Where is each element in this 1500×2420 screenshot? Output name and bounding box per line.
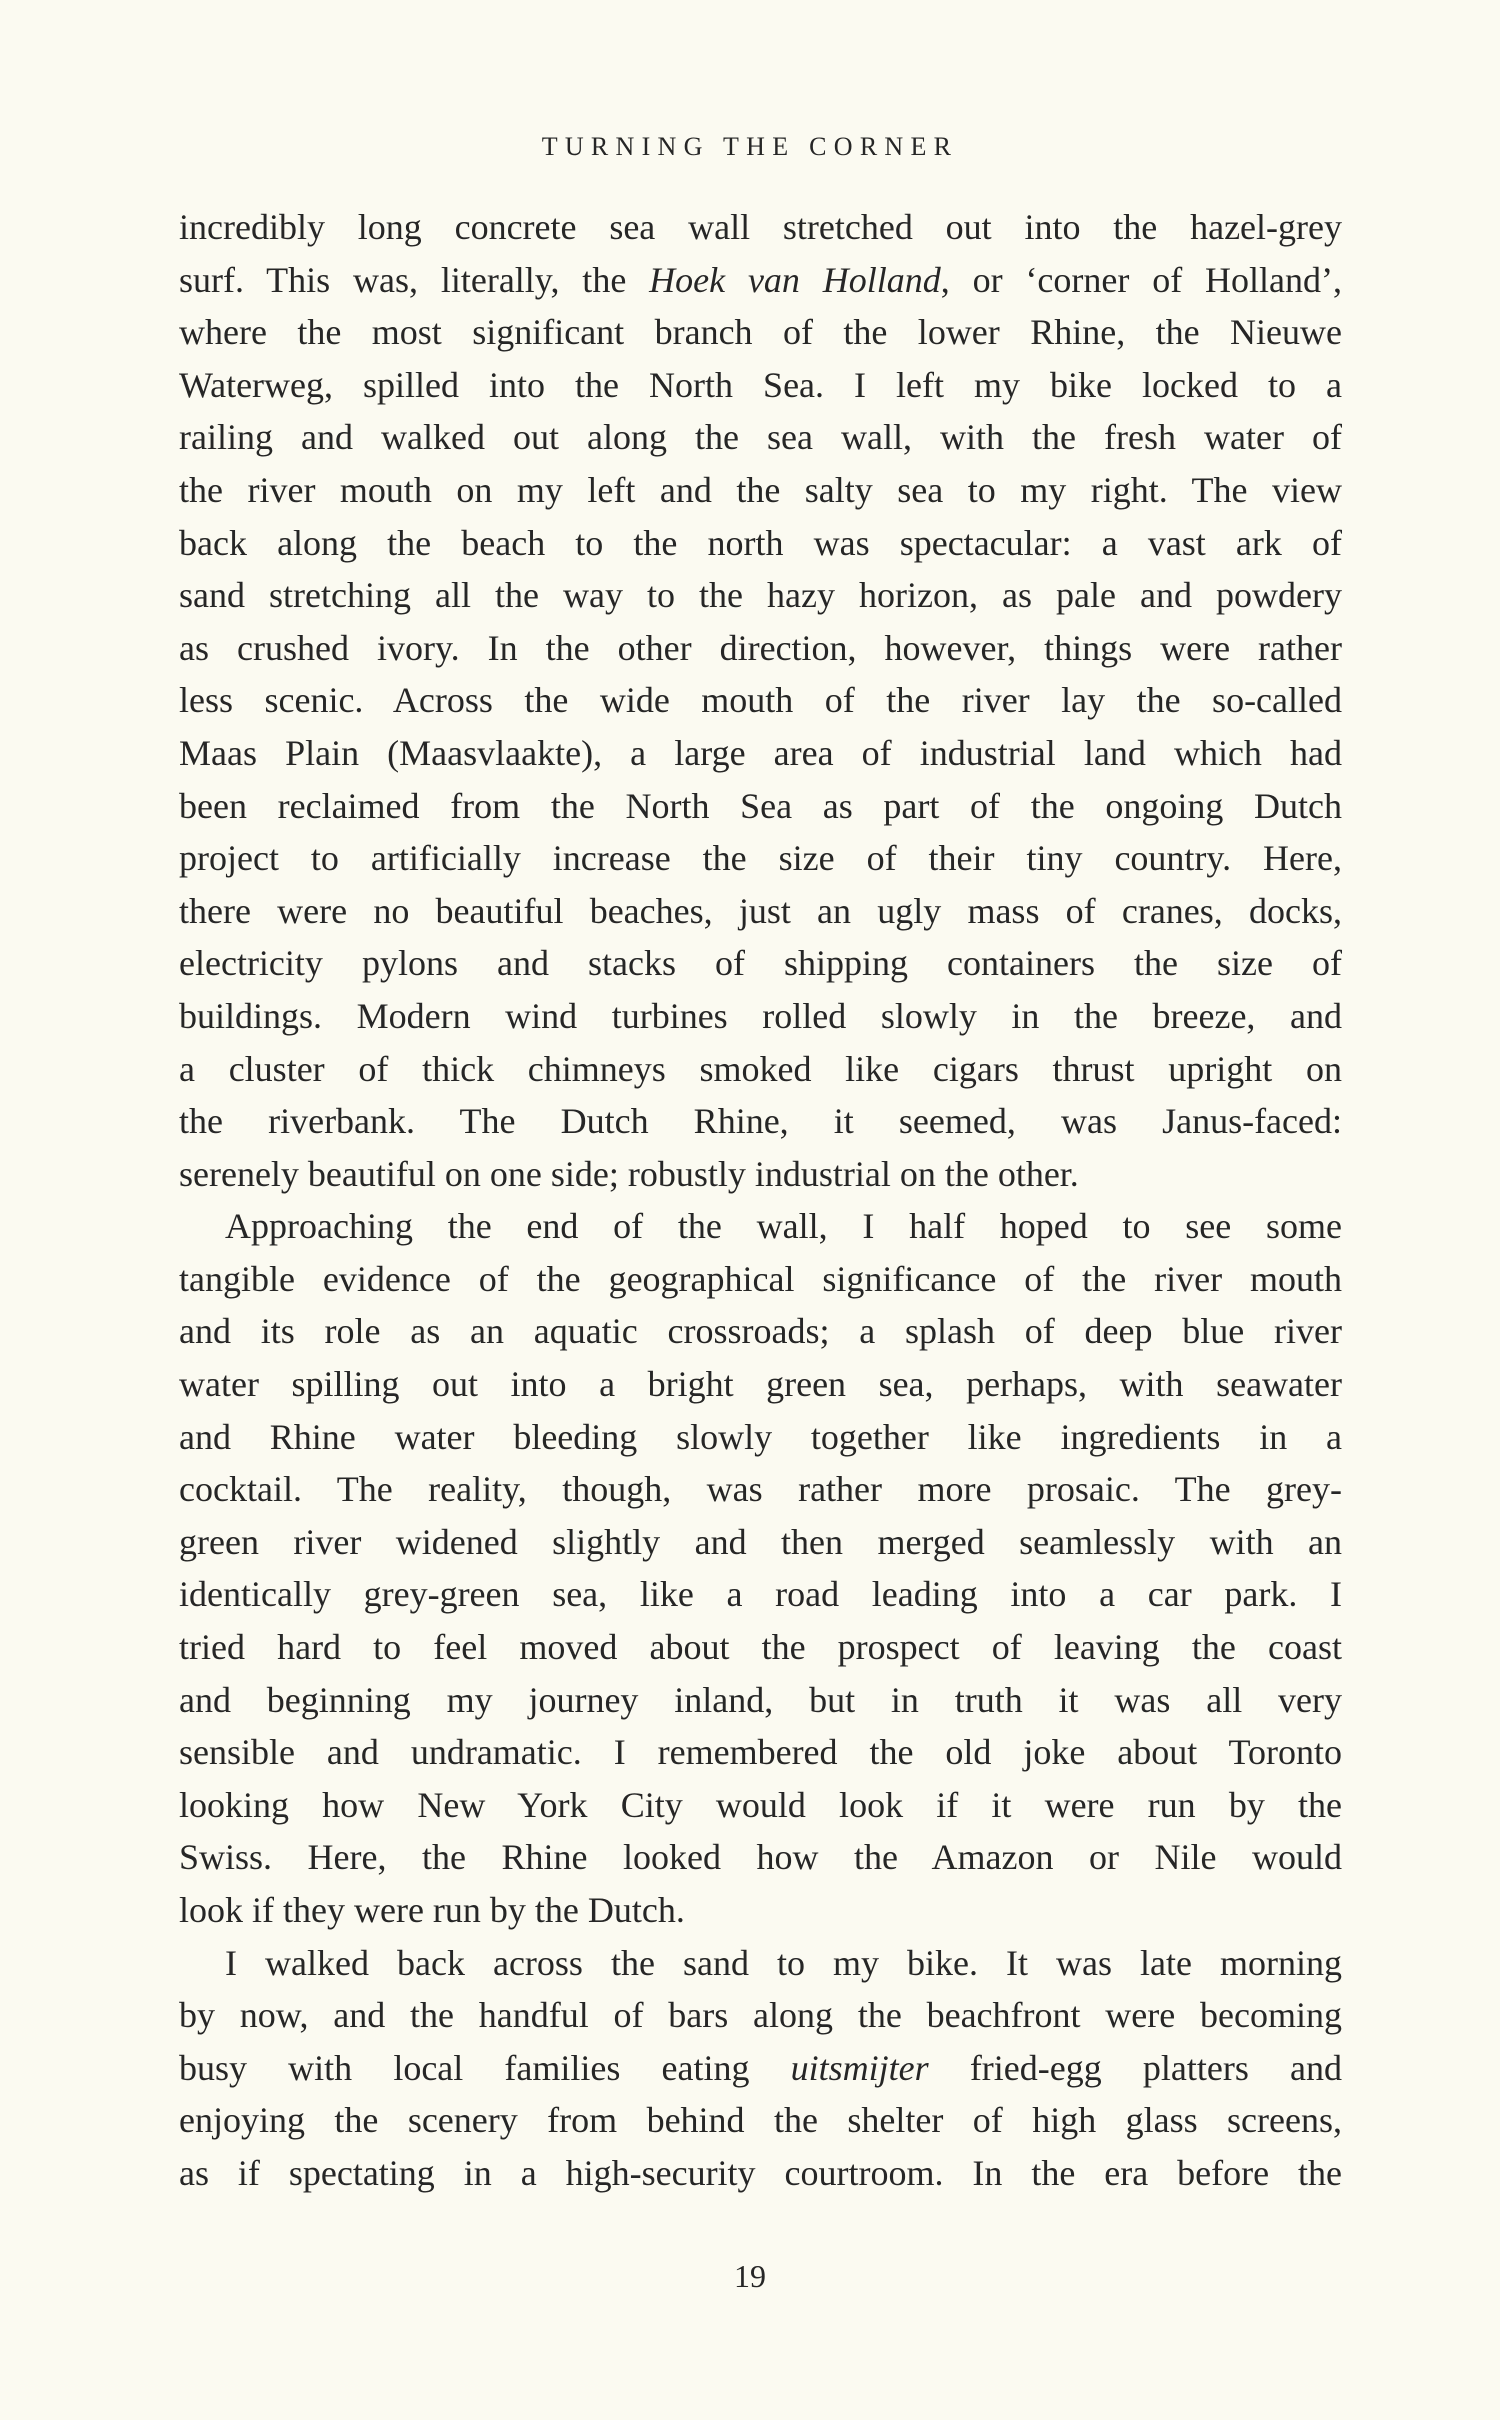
line-text: as if spectating in a high-security courtroom. In the era before the bbox=[179, 2152, 1342, 2193]
line-text: railing and walked out along the sea wall, with the fresh water of bbox=[179, 417, 1342, 458]
line-text: and Rhine water bleeding slowly together like ingredients in a bbox=[179, 1416, 1342, 1457]
line-text: Maas Plain (Maasvlaakte), a large area of industrial land which had bbox=[179, 732, 1342, 773]
text-line bbox=[179, 359, 1342, 412]
text-line bbox=[179, 1989, 1342, 2042]
italic-term: uitsmijter bbox=[790, 2047, 929, 2088]
text-line bbox=[179, 674, 1342, 727]
text-line bbox=[179, 464, 1342, 517]
line-text: looking how New York City would look if it were run by the bbox=[179, 1784, 1342, 1825]
line-text: Waterweg, spilled into the North Sea. I left my bike locked to a bbox=[179, 364, 1342, 405]
text-line bbox=[179, 306, 1342, 359]
line-text: electricity pylons and stacks of shipping containers the size of bbox=[179, 943, 1342, 984]
text-line bbox=[179, 1621, 1342, 1674]
line-text: busy with local families eating bbox=[179, 2047, 791, 2088]
text-line bbox=[179, 1043, 1342, 1096]
line-text: there were no beautiful beaches, just an ugly mass of cranes, docks, bbox=[179, 890, 1342, 931]
line-text: the river mouth on my left and the salty sea to my right. The view bbox=[179, 469, 1342, 510]
text-line bbox=[179, 780, 1342, 833]
text-line bbox=[179, 1411, 1342, 1464]
text-line bbox=[179, 622, 1342, 675]
text-line bbox=[179, 727, 1342, 780]
text-line bbox=[179, 937, 1342, 990]
line-text: back along the beach to the north was spectacular: a vast ark of bbox=[179, 522, 1342, 563]
running-head: TURNING THE CORNER bbox=[541, 132, 959, 161]
line-text: fried-egg platters and bbox=[928, 2047, 1342, 2088]
italic-term: Hoek van Holland bbox=[649, 259, 941, 300]
line-text: sensible and undramatic. I remembered the old joke about Toronto bbox=[179, 1732, 1342, 1773]
line-text: buildings. Modern wind turbines rolled slowly in the breeze, and bbox=[179, 995, 1342, 1036]
text-line bbox=[179, 411, 1342, 464]
line-text: and its role as an aquatic crossroads; a splash of deep blue river bbox=[179, 1311, 1342, 1352]
line-text: look if they were run by the Dutch. bbox=[179, 1890, 685, 1930]
body-text bbox=[179, 201, 1342, 2200]
line-text: sand stretching all the way to the hazy horizon, as pale and powdery bbox=[179, 575, 1342, 616]
text-line bbox=[179, 1884, 1342, 1937]
text-line bbox=[179, 569, 1342, 622]
text-line bbox=[179, 1253, 1342, 1306]
line-text: identically grey-green sea, like a road leading into a car park. I bbox=[179, 1574, 1342, 1615]
line-text: enjoying the scenery from behind the shelter of high glass screens, bbox=[179, 2100, 1342, 2141]
text-line bbox=[179, 1095, 1342, 1148]
text-line bbox=[179, 1463, 1342, 1516]
line-text: where the most significant branch of the lower Rhine, the Nieuwe bbox=[179, 312, 1342, 353]
text-line bbox=[179, 1674, 1342, 1727]
line-text: been reclaimed from the North Sea as part of the ongoing Dutch bbox=[179, 785, 1342, 826]
line-text: , or ‘corner of Holland’, bbox=[940, 259, 1343, 300]
page-number: 19 bbox=[734, 2258, 766, 2294]
line-text: by now, and the handful of bars along the beachfront were becoming bbox=[179, 1995, 1342, 2036]
text-line bbox=[179, 1200, 1342, 1253]
line-text: less scenic. Across the wide mouth of the river lay the so-called bbox=[179, 680, 1342, 721]
text-line bbox=[179, 1779, 1342, 1832]
line-text: and beginning my journey inland, but in truth it was all very bbox=[179, 1679, 1342, 1720]
text-line bbox=[179, 1305, 1342, 1358]
text-line bbox=[179, 1568, 1342, 1621]
text-line bbox=[179, 885, 1342, 938]
line-text: I walked back across the sand to my bike. It was late morning bbox=[225, 1942, 1342, 1983]
line-text: as crushed ivory. In the other direction, however, things were rather bbox=[179, 627, 1342, 668]
line-text: Approaching the end of the wall, I half hoped to see some bbox=[225, 1206, 1342, 1247]
line-text: incredibly long concrete sea wall stretched out into the hazel-grey bbox=[179, 207, 1342, 247]
text-line bbox=[179, 1358, 1342, 1411]
text-line bbox=[179, 201, 1342, 254]
text-line bbox=[179, 2147, 1342, 2200]
line-text: tried hard to feel moved about the prospect of leaving the coast bbox=[179, 1627, 1342, 1668]
line-text: green river widened slightly and then merged seamlessly with an bbox=[179, 1521, 1342, 1562]
text-line bbox=[179, 517, 1342, 570]
text-line bbox=[179, 1516, 1342, 1569]
line-text: water spilling out into a bright green sea, perhaps, with seawater bbox=[179, 1364, 1342, 1405]
text-line bbox=[179, 990, 1342, 1043]
text-line bbox=[179, 1148, 1342, 1201]
text-line bbox=[179, 1937, 1342, 1990]
line-text: tangible evidence of the geographical significance of the river mouth bbox=[179, 1258, 1342, 1299]
text-line bbox=[179, 832, 1342, 885]
line-text: the riverbank. The Dutch Rhine, it seemed, was Janus-faced: bbox=[179, 1101, 1342, 1142]
line-text: surf. This was, literally, the bbox=[179, 259, 650, 300]
text-line bbox=[179, 254, 1342, 307]
text-line bbox=[179, 2042, 1342, 2095]
text-line bbox=[179, 1831, 1342, 1884]
text-line bbox=[179, 1726, 1342, 1779]
line-text: serenely beautiful on one side; robustly industrial on the other. bbox=[179, 1153, 1079, 1194]
line-text: Swiss. Here, the Rhine looked how the Amazon or Nile would bbox=[179, 1837, 1342, 1878]
text-line bbox=[179, 2094, 1342, 2147]
line-text: project to artificially increase the size of their tiny country. Here, bbox=[179, 838, 1342, 879]
line-text: a cluster of thick chimneys smoked like cigars thrust upright on bbox=[179, 1048, 1342, 1089]
line-text: cocktail. The reality, though, was rather more prosaic. The grey- bbox=[179, 1469, 1342, 1510]
